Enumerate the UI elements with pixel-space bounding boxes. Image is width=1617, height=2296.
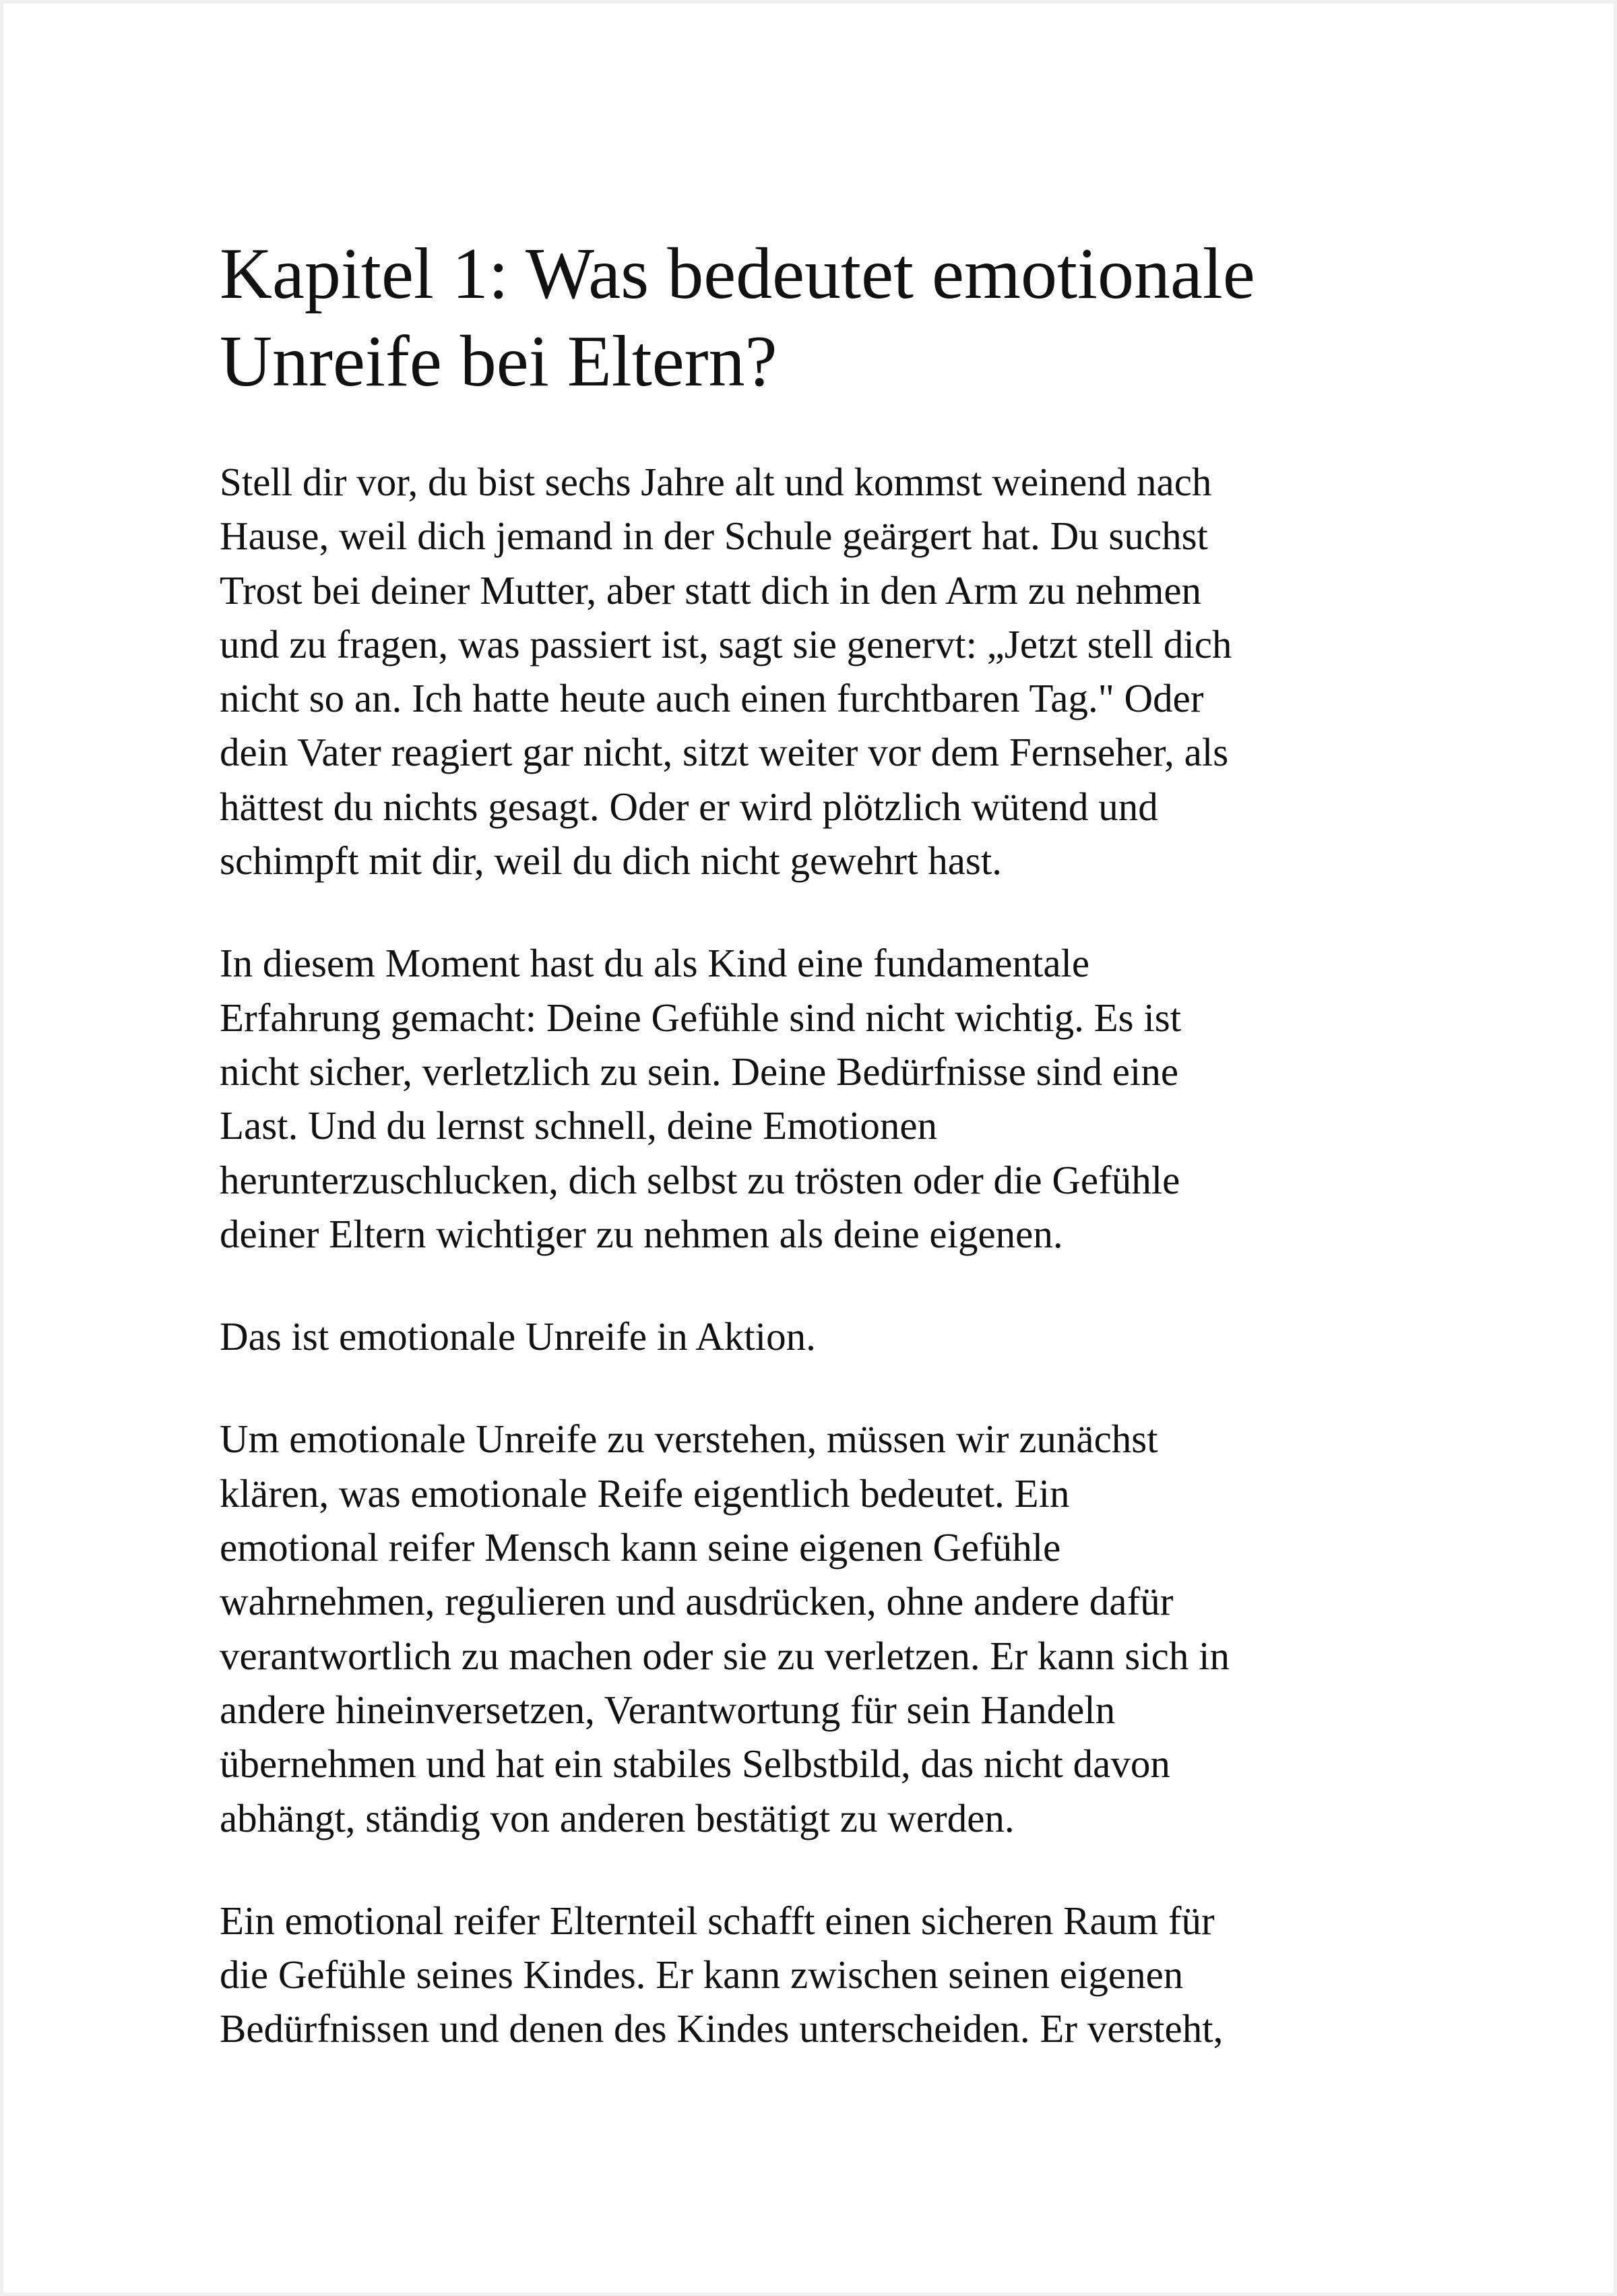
paragraph-line: Bedürfnissen und denen des Kindes unterscheiden. Er versteht, [220, 2006, 1224, 2051]
chapter-title-line: Kapitel 1: Was bedeutet emotionale [220, 234, 1255, 314]
chapter-title-line: Unreife bei Eltern? [220, 321, 778, 402]
paragraph-line: andere hineinversetzen, Verantwortung für sein Handeln [220, 1687, 1116, 1732]
paragraph-line: Hause, weil dich jemand in der Schule geärgert hat. Du suchst [220, 514, 1208, 559]
paragraph-line: nicht so an. Ich hatte heute auch einen furchtbaren Tag." Oder [220, 676, 1204, 721]
chapter-title [220, 230, 1500, 406]
paragraph-line: dein Vater reagiert gar nicht, sitzt weiter vor dem Fernseher, als [220, 730, 1229, 775]
paragraph [220, 1412, 1500, 1844]
paragraph-line: Das ist emotionale Unreife in Aktion. [220, 1314, 816, 1359]
paragraph-line: schimpft mit dir, weil du dich nicht gewehrt hast. [220, 838, 1003, 883]
paragraph-line: wahrnehmen, regulieren und ausdrücken, ohne andere dafür [220, 1579, 1174, 1624]
paragraph-line: In diesem Moment hast du als Kind eine fundamentale [220, 941, 1090, 986]
paragraph-line: Erfahrung gemacht: Deine Gefühle sind nicht wichtig. Es ist [220, 995, 1182, 1040]
document-content [220, 230, 1500, 2105]
paragraph-line: Stell dir vor, du bist sechs Jahre alt und kommst weinend nach [220, 460, 1212, 504]
paragraph-line: nicht sicher, verletzlich zu sein. Deine Bedürfnisse sind eine [220, 1049, 1179, 1094]
paragraph-line: die Gefühle seines Kindes. Er kann zwischen seinen eigenen [220, 1952, 1184, 1997]
paragraph-line: hättest du nichts gesagt. Oder er wird plötzlich wütend und [220, 784, 1158, 829]
paragraph-line: abhängt, ständig von anderen bestätigt zu werden. [220, 1795, 1015, 1840]
paragraph [220, 455, 1500, 888]
paragraph-line: Ein emotional reifer Elternteil schafft einen sicheren Raum für [220, 1898, 1215, 1943]
paragraph-line: Last. Und du lernst schnell, deine Emotionen [220, 1103, 938, 1148]
paragraph-line: emotional reifer Mensch kann seine eigenen Gefühle [220, 1525, 1061, 1570]
paragraph [220, 936, 1500, 1261]
paragraph [220, 1309, 1500, 1363]
paragraph-line: Um emotionale Unreife zu verstehen, müssen wir zunächst [220, 1417, 1158, 1462]
chapter-body [220, 455, 1500, 2056]
paragraph-line: Trost bei deiner Mutter, aber statt dich in den Arm zu nehmen [220, 567, 1202, 613]
paragraph-line: deiner Eltern wichtiger zu nehmen als deine eigenen. [220, 1211, 1063, 1256]
paragraph-line: verantwortlich zu machen oder sie zu verletzen. Er kann sich in [220, 1633, 1230, 1678]
paragraph-line: klären, was emotionale Reife eigentlich bedeutet. Ein [220, 1470, 1070, 1516]
paragraph-line: und zu fragen, was passiert ist, sagt sie genervt: „Jetzt stell dich [220, 621, 1232, 666]
paragraph-line: herunterzuschlucken, dich selbst zu trösten oder die Gefühle [220, 1157, 1180, 1202]
paragraph-line: übernehmen und hat ein stabiles Selbstbild, das nicht davon [220, 1741, 1170, 1787]
paragraph [220, 1894, 1500, 2056]
